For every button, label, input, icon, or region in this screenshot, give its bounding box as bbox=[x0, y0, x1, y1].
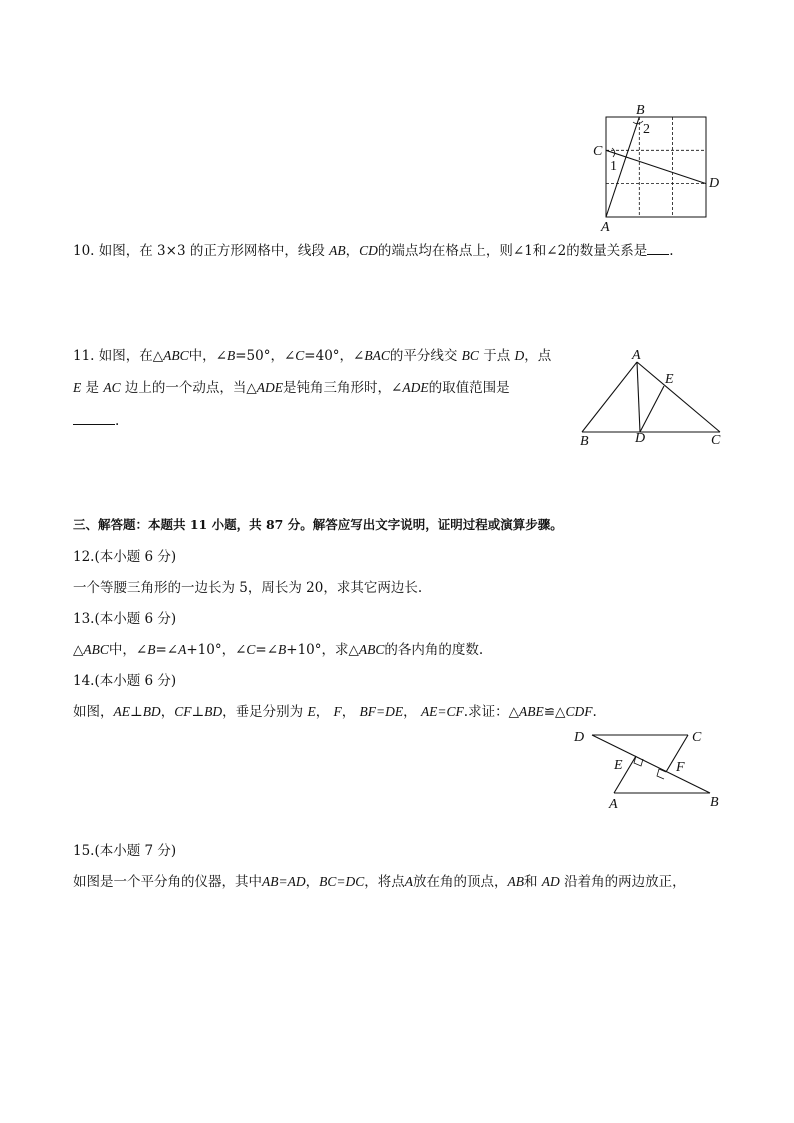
q10-text: 10. 如图，在 3×3 的正方形网格中，线段 AB，CD的端点均在格点上，则∠1和∠2的数量关系是 . bbox=[73, 240, 674, 261]
label-D: D bbox=[635, 431, 646, 446]
segment-CD bbox=[606, 150, 706, 183]
q12-body: 一个等腰三角形的一边长为 5，周长为 20，求其它两边长. bbox=[73, 580, 423, 596]
q12-header: 12.(本小题 6 分) bbox=[73, 549, 177, 565]
label-C: C bbox=[711, 433, 721, 448]
label-angle-1: 1 bbox=[610, 159, 617, 174]
label-A: A bbox=[609, 797, 618, 812]
side-AB bbox=[582, 362, 637, 432]
label-D: D bbox=[709, 176, 720, 191]
label-C: C bbox=[593, 144, 603, 159]
section-3-heading: 三、解答题：本题共 11 小题，共 87 分。解答应写出文字说明，证明过程或演算步骤。 bbox=[73, 517, 563, 532]
q11-line-3: . bbox=[73, 410, 119, 431]
label-A: A bbox=[601, 220, 610, 235]
q15-header: 15.(本小题 7 分) bbox=[73, 843, 177, 859]
segment-DE bbox=[640, 386, 664, 432]
q10-answer-blank[interactable] bbox=[647, 240, 669, 255]
q13-header: 13.(本小题 6 分) bbox=[73, 611, 177, 627]
segment-AD bbox=[637, 362, 640, 432]
label-D: D bbox=[574, 730, 585, 745]
q11-answer-blank[interactable] bbox=[73, 410, 115, 425]
q13-body: △ABC中，∠B=∠A+10°，∠C=∠B+10°，求△ABC的各内角的度数. bbox=[73, 642, 484, 658]
side-AC bbox=[637, 362, 720, 432]
label-B: B bbox=[636, 103, 645, 118]
label-B: B bbox=[710, 795, 719, 810]
label-C: C bbox=[692, 730, 702, 745]
q11-line-2: E 是 AC 边上的一个动点，当△ADE是钝角三角形时，∠ADE的取值范围是 bbox=[73, 380, 510, 396]
label-angle-2: 2 bbox=[643, 122, 650, 137]
label-E: E bbox=[614, 758, 623, 773]
q11-triangle-figure bbox=[578, 345, 728, 450]
label-E: E bbox=[665, 372, 674, 387]
q10-grid-figure bbox=[590, 100, 720, 235]
q14-body: 如图，AE⊥BD，CF⊥BD，垂足分别为 E， F， BF=DE， AE=CF.求证：△ABE≌△CDF. bbox=[73, 704, 597, 720]
q14-figure bbox=[570, 725, 730, 815]
label-A: A bbox=[632, 348, 641, 363]
q11-line-1: 11. 如图，在△ABC中，∠B=50°，∠C=40°，∠BAC的平分线交 BC 于点 D，点 bbox=[73, 348, 552, 364]
q14-header: 14.(本小题 6 分) bbox=[73, 673, 177, 689]
label-B: B bbox=[580, 434, 589, 449]
label-F: F bbox=[676, 760, 685, 775]
q15-body: 如图是一个平分角的仪器，其中AB=AD，BC=DC，将点A放在角的顶点，AB和 AD 沿着角的两边放正， bbox=[73, 874, 686, 890]
